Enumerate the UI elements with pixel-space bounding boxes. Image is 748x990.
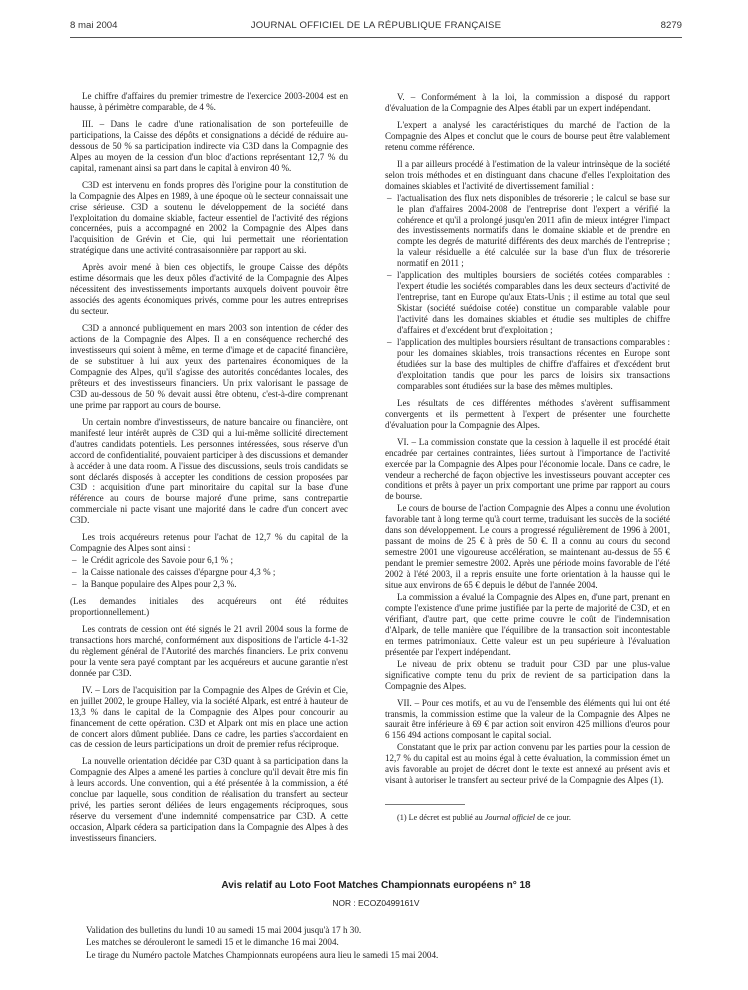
paragraph: La nouvelle orientation décidée par C3D quant à sa participation dans la Compagnie des Alpes a amené les parties à conclure qu'il devait être mis fin à leurs accords. Une convention, qui a été présentée à la commission, a été conclue par laquelle, sous condition de réalisation du transfert au secteur privé, les parties seront déliées de leurs engagements réciproques, sous réserve du versement d'une indemnité compensatrice par C3D. A cette occasion, Alpark cédera sa participation dans la Compagnie des Alpes à des investisseurs financiers. <box>70 756 348 844</box>
page-header <box>70 16 682 36</box>
paragraph: Les trois acquéreurs retenus pour l'achat de 12,7 % du capital de la Compagnie des Alpes sont ainsi : <box>70 532 348 554</box>
paragraph: VI. – La commission constate que la cession à laquelle il est procédé était encadrée par certaines contraintes, liées surtout à l'importance de l'activité exercée par la Compagnie des Alpes pour l'économie locale. Dans ce cadre, le vendeur a recherché de façon objective les investisseurs pouvant accepter ces conditions et prêts à payer un prix comportant une prime par rapport au cours de bourse. <box>385 436 670 502</box>
footnote-rule <box>385 804 465 805</box>
paragraph: Il a par ailleurs procédé à l'estimation de la valeur intrinsèque de la société selon trois méthodes et en distinguant dans chacune d'elles l'exploitation des domaines skiables et l'activité de divertissement familial : <box>385 158 670 191</box>
journal-title: JOURNAL OFFICIEL DE LA RÉPUBLIQUE FRANÇAISE <box>250 20 502 31</box>
paragraph: Le niveau de prix obtenu se traduit pour C3D par une plus-value significative compte tenu du prix de revient de sa participation dans la Compagnie des Alpes. <box>385 658 670 691</box>
page-number: 8279 <box>660 20 682 31</box>
methods-list <box>385 193 670 392</box>
list-item: – la Banque populaire des Alpes pour 2,3 %. <box>70 579 348 590</box>
list-item: – l'actualisation des flux nets disponibles de trésorerie ; le calcul se base sur le plan d'affaires 2004-2008 de l'entreprise dont l'expert a vérifié la cohérence et qu'il a prolongé jusqu'en 2011 afin de mieux intégrer l'impact des investissements normatifs dans le domaine skiable et de prendre en compte les degrés de maturité différents des deux marchés de l'entreprise ; la valeur résiduelle a été calculée sur la base d'un flux de trésorerie normatif en 2011 ; <box>385 193 670 270</box>
paragraph: Le chiffre d'affaires du premier trimestre de l'exercice 2003-2004 est en hausse, à périmètre comparable, de 4 %. <box>70 91 348 112</box>
paragraph: C3D a annoncé publiquement en mars 2003 son intention de céder des actions de la Compagnie des Alpes. Il a en conséquence recherché des investisseurs qui soient à même, en terme d'image et de capacité financière, de se substituer à lui aux yeux des partenaires économiques de la Compagnie des Alpes, qu'il s'agisse des autorités concédantes locales, des prêteurs et des investisseurs financiers. Un prix valorisant le passage de C3D au-dessous de 50 % devait aussi être obtenu, c'est-à-dire comprenant une prime par rapport au cours de bourse. <box>70 323 348 410</box>
paragraph: Constatant que le prix par action convenu par les parties pour la cession de 12,7 % du capital est au moins égal à cette évaluation, la commission émet un avis favorable au projet de décret dont le texte est annexé au présent avis et visant à autoriser le transfert au secteur privé de la Compagnie des Alpes (1). <box>385 742 670 786</box>
avis-body <box>86 924 676 961</box>
paragraph: La commission a évalué la Compagnie des Alpes en, d'une part, prenant en compte l'existence d'une prime justifiée par la perte de majorité de C3D, et en vérifiant, d'autre part, que cette prime couvre le coût de l'indemnisation d'Alpark, de telle manière que l'équilibre de la transaction soit incontestable en termes patrimoniaux. Cette valeur est un peu supérieure à l'évaluation présentée par l'expert indépendant. <box>385 591 670 657</box>
avis-title: Avis relatif au Loto Foot Matches Championnats européens n° 18 <box>221 880 531 891</box>
nor-reference: NOR : ECOZ0499161V <box>332 898 420 908</box>
paragraph: Un certain nombre d'investisseurs, de nature bancaire ou financière, ont manifesté leur intérêt auprès de C3D qui a lui-même sollicité directement d'autres candidats potentiels. Les personnes intéressées, sous réserve d'un accord de confidentialité, pouvaient participer à des discussions et demander à accéder à une data room. A l'issue des discussions, seuls trois candidats se sont déclarés disposés à accepter les conditions de cession proposées par C3D : acquisition d'une part minoritaire du capital sur la base d'une référence au cours de bourse majoré d'une prime, sans contrepartie commerciale ni pacte visant une majorité dans le cadre d'un concert avec C3D. <box>70 416 348 526</box>
footnote-prefix: (1) Le décret est publié au <box>397 813 485 823</box>
paragraph: III. – Dans le cadre d'une rationalisation de son portefeuille de participations, la Caisse des dépôts et consignations a décidé de réduire au-dessous de 50 % sa participation indirecte via C3D dans la Compagnie des Alpes au moyen de la cession d'un bloc d'actions représentant 12,7 % du capital, ramenant ainsi sa part dans le capital à environ 40 %. <box>70 118 348 173</box>
acquirers-list <box>70 555 348 590</box>
paragraph: V. – Conformément à la loi, la commission a disposé du rapport d'évaluation de la Compagnie des Alpes établi par un expert indépendant. <box>385 92 670 113</box>
paragraph: Les résultats de ces différentes méthodes s'avèrent suffisamment convergents et ils permettent à l'expert de présenter une fourchette d'évaluation pour la Compagnie des Alpes. <box>385 397 670 430</box>
list-item: – l'application des multiples boursiers résultant de transactions comparables : pour les domaines skiables, trois transactions récentes en Europe sont étudiées sur la base des multiples de chiffre d'affaires et d'excédent brut d'exploitation tandis que pour les parcs de loisirs six transactions comparables sont étudiées sur la base des mêmes multiples. <box>385 337 670 392</box>
avis-line: Le tirage du Numéro pactole Matches Championnats européens aura lieu le samedi 15 mai 2004. <box>86 949 439 960</box>
paragraph: Le cours de bourse de l'action Compagnie des Alpes a connu une évolution favorable tant à long terme qu'à court terme, traduisant les succès de la société dans son développement. Le cours a progressé régulièrement de 1996 à 2001, passant de moins de 25 € à près de 50 €. Il a connu au cours du second semestre 2001 une vigoureuse accélération, se maintenant au-dessus de 55 € pendant le premier semestre 2002. Après une période moins favorable de l'été 2002 à l'été 2003, il a repris ensuite une forte orientation à la hausse qui le situe aux environs de 65 € depuis le début de l'année 2004. <box>385 503 670 591</box>
avis-line: Validation des bulletins du lundi 10 au samedi 15 mai 2004 jusqu'à 17 h 30. <box>86 925 362 935</box>
paragraph: IV. – Lors de l'acquisition par la Compagnie des Alpes de Grévin et Cie, en juillet 2002, le groupe Halley, via la société Alpark, est entré à hauteur de 13,3 % dans le capital de la Compagnie des Alpes pour concourir au financement de cette opération. C3D et Alpark ont mis en place une action de concert alors dûment publiée. Dans ce cadre, les parties s'accordaient en cas de cession de leurs participations un droit de premier refus réciproque. <box>70 684 348 750</box>
paragraph: Les contrats de cession ont été signés le 21 avril 2004 sous la forme de transactions hors marché, conformément aux dispositions de l'article 4-1-32 du règlement général de l'Autorité des marchés financiers. Le prix convenu pour la vente sera payé comptant par les acquéreurs et aucune garantie n'est donnée par C3D. <box>70 623 348 678</box>
paragraph: L'expert a analysé les caractéristiques du marché de l'action de la Compagnie des Alpes et conclut que le cours de bourse peut être valablement retenu comme référence. <box>385 119 670 152</box>
avis-line: Les matches se dérouleront le samedi 15 et le dimanche 16 mai 2004. <box>86 937 339 948</box>
header-rule <box>70 37 682 38</box>
paragraph: C3D est intervenu en fonds propres dès l'origine pour la constitution de la Compagnie des Alpes en 1989, à une époque où le secteur connaissait une crise sérieuse. C3D a soutenu le développement de la société dans l'exploitation du domaine skiable, facteur essentiel de l'activité des régions concernées, puis a accompagné en 2002 la Compagnie des Alpes dans l'acquisition de Grévin et Cie, qui lui permettait une réorientation stratégique dans une activité contrasaisonnière par rapport au ski. <box>70 179 348 256</box>
footnote <box>385 813 670 824</box>
header-date: 8 mai 2004 <box>70 20 118 31</box>
paragraph: Après avoir mené à bien ces objectifs, le groupe Caisse des dépôts estime désormais que les deux pôles d'activité de la Compagnie des Alpes nécessitent des investissements importants auxquels doivent pouvoir être associés des agents économiques privés, comme pour les autres entreprises du secteur. <box>70 262 348 317</box>
footnote-journal: Journal officiel <box>484 813 536 823</box>
list-item: – le Crédit agricole des Savoie pour 6,1 % ; <box>70 555 348 566</box>
footnote-suffix: de ce jour. <box>535 813 571 823</box>
paragraph: (Les demandes initiales des acquéreurs ont été réduites proportionnellement.) <box>70 596 348 617</box>
left-column <box>70 91 348 850</box>
right-column <box>385 92 670 830</box>
list-item: – la Caisse nationale des caisses d'épargne pour 4,3 % ; <box>70 567 348 578</box>
paragraph: VII. – Pour ces motifs, et au vu de l'ensemble des éléments qui lui ont été transmis, la commission estime que la valeur de la Compagnie des Alpes ne saurait être inférieure à 69 € par action soit environ 425 millions d'euros pour 6 156 494 actions composant le capital social. <box>385 697 670 741</box>
list-item: – l'application des multiples boursiers de sociétés cotées comparables : l'expert étudie les sociétés comparables dans les deux secteurs d'activité de l'entreprise, tant en Europe qu'aux Etats-Unis ; il estime au total que seul Skistar (société suédoise cotée) constitue un comparable valable pour l'activité dans les domaines skiables et étudie ses multiples de chiffre d'affaires et d'excédent brut d'exploitation ; <box>385 270 670 336</box>
